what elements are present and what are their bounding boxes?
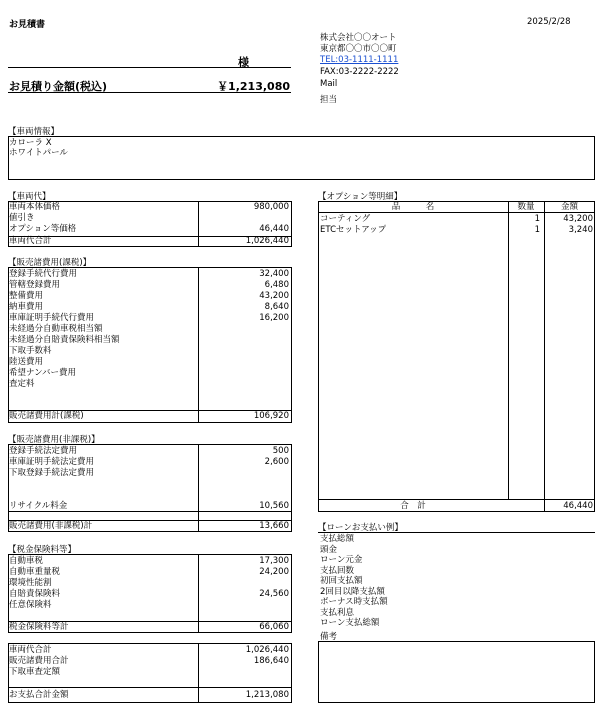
legal-fee-label: 下取登録手続法定費用 — [9, 468, 95, 478]
grand-total-label: お支払合計金額 — [9, 690, 69, 700]
company-fax: FAX:03-2222-2222 — [320, 67, 399, 77]
option-item: コーティング — [320, 214, 371, 224]
options-header-amount: 金額 — [560, 202, 578, 212]
loan-item: 支払総額 — [320, 534, 355, 544]
summary-label: 販売諸費用合計 — [9, 656, 69, 666]
summary-value: 186,640 — [253, 656, 289, 666]
fee-label: 車庫証明手続代行費用 — [9, 313, 95, 323]
loan-item: ローン支払総額 — [320, 618, 380, 628]
vehicle-color: ホワイトパール — [9, 148, 68, 158]
fee-value: 32,400 — [259, 269, 289, 279]
honorific: 様 — [238, 56, 249, 69]
vehicle-price-value: 980,000 — [253, 202, 289, 212]
total-underline — [8, 92, 291, 93]
taxable-total-label: 販売諸費用計(課税) — [9, 411, 84, 421]
loan-item: 支払回数 — [320, 565, 355, 576]
tax-value: 24,200 — [259, 567, 289, 577]
loan-list — [320, 534, 388, 629]
option-item: ETCセットアップ — [320, 225, 387, 235]
tax-label: 任意保険料 — [9, 600, 52, 610]
taxable-total-value: 106,920 — [253, 411, 289, 421]
company-block — [320, 33, 397, 55]
option-price-value: 46,440 — [259, 224, 289, 234]
option-price-label: オプション等価格 — [9, 224, 77, 234]
options-title: 【オプション等明細】 — [318, 192, 403, 202]
document-title: お見積書 — [9, 20, 46, 30]
recipient-underline — [8, 67, 291, 68]
fee-label: 登録手続代行費用 — [9, 269, 78, 279]
vehicle-model: カローラ X — [9, 138, 52, 148]
fee-value: 43,200 — [259, 291, 289, 301]
legal-fee-value: 2,600 — [264, 457, 289, 467]
legal-fee-label: 車庫証明手続法定費用 — [9, 457, 95, 467]
vehicle-price-label: 車両本体価格 — [9, 202, 61, 212]
options-header-item: 品 名 — [391, 202, 435, 212]
summary-value: 1,026,440 — [245, 645, 289, 655]
fee-label: 未経過分自賠責保険料相当額 — [9, 335, 120, 345]
options-total-label: 合 計 — [400, 501, 426, 511]
recycle-value: 10,560 — [259, 501, 289, 511]
estimate-total-amount: ￥1,213,080 — [217, 80, 290, 93]
company-person: 担当 — [320, 95, 338, 105]
fee-label: 整備費用 — [9, 291, 44, 301]
loan-item: 支払利息 — [320, 607, 355, 618]
tax-value: 17,300 — [259, 556, 289, 566]
nontaxable-fees-title: 【販売諸費用(非課税)】 — [8, 435, 100, 445]
discount-label: 値引き — [9, 213, 35, 223]
estimate-total-label: お見積り金額(税込) — [9, 80, 108, 93]
loan-item: 2回目以降支払額 — [320, 586, 385, 597]
vehicle-price-title: 【車両代】 — [8, 192, 51, 202]
fee-label: 希望ナンバー費用 — [9, 368, 76, 378]
tax-label: 自賠責保険料 — [9, 589, 61, 599]
remarks-label: 備考 — [320, 632, 338, 642]
vehicle-total-value: 1,026,440 — [245, 236, 289, 246]
fee-label: 査定料 — [9, 379, 35, 389]
loan-item: 頭金 — [320, 544, 338, 555]
vehicle-total-label: 車両代合計 — [9, 236, 52, 246]
taxes-total-label: 税金保険料等計 — [9, 622, 69, 632]
company-name: 株式会社〇〇オート — [320, 33, 397, 43]
company-mail: Mail — [320, 79, 338, 89]
loan-item: 初回支払額 — [320, 576, 363, 586]
vehicle-info-title: 【車両情報】 — [8, 127, 60, 137]
fee-label: 陸送費用 — [9, 357, 44, 367]
loan-item: ローン元金 — [320, 555, 363, 565]
nontaxable-total-value: 13,660 — [259, 521, 289, 531]
option-qty: 1 — [534, 225, 540, 235]
tax-label: 自動車重量税 — [9, 567, 61, 577]
document-date: 2025/2/28 — [527, 17, 571, 27]
legal-fee-value: 500 — [272, 446, 289, 456]
company-address: 東京都〇〇市〇〇町 — [320, 44, 397, 54]
tax-label: 自動車税 — [9, 556, 44, 566]
summary-label: 下取車査定額 — [9, 667, 61, 677]
fee-label: 管轄登録費用 — [9, 280, 61, 290]
fee-value: 16,200 — [259, 313, 289, 323]
options-header-qty: 数量 — [517, 202, 535, 212]
company-tel-link[interactable]: TEL:03-1111-1111 — [320, 55, 399, 65]
recycle-label: リサイクル料金 — [9, 501, 68, 511]
fee-label: 未経過分自動車税相当額 — [9, 324, 103, 334]
option-qty: 1 — [534, 214, 540, 224]
grand-total-value: 1,213,080 — [245, 690, 289, 700]
legal-fee-label: 登録手続法定費用 — [9, 446, 78, 456]
option-amount: 43,200 — [563, 214, 593, 224]
fee-label: 納車費用 — [9, 302, 44, 312]
tax-label: 環境性能割 — [9, 578, 52, 588]
loan-title: 【ローンお支払い例】 — [318, 523, 403, 533]
summary-label: 車両代合計 — [9, 645, 52, 655]
vehicle-info-box — [8, 136, 595, 180]
fee-value: 6,480 — [264, 280, 289, 290]
fee-value: 8,640 — [264, 302, 289, 312]
fee-label: 下取手数料 — [9, 346, 52, 356]
nontaxable-total-label: 販売諸費用(非課税)計 — [9, 521, 93, 531]
tax-value: 24,560 — [259, 589, 289, 599]
option-amount: 3,240 — [568, 225, 593, 235]
loan-item: ボーナス時支払額 — [320, 597, 388, 607]
taxes-total-value: 66,060 — [259, 622, 289, 632]
options-total-value: 46,440 — [563, 501, 593, 511]
remarks-box — [318, 641, 595, 703]
taxes-title: 【税金保険料等】 — [8, 545, 77, 555]
taxable-fees-title: 【販売諸費用(課税)】 — [8, 258, 92, 268]
options-table — [318, 201, 595, 512]
